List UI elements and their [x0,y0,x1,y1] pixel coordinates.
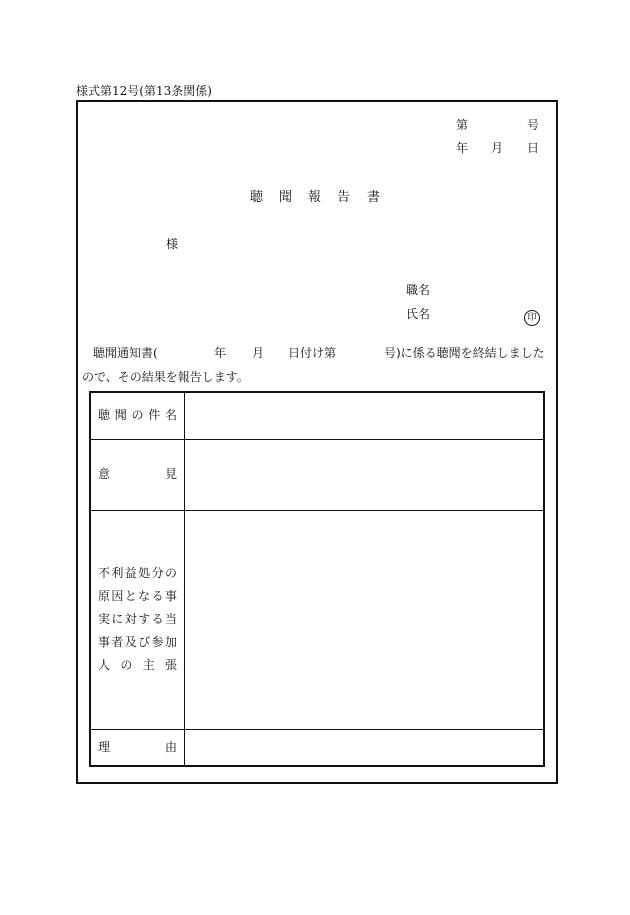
body-day-number: 日付け第 [288,346,337,360]
label-char: 名 [164,408,177,423]
label-char: 聴 [98,408,111,423]
title-char: 書 [367,190,381,205]
label-char: 参 [151,635,164,649]
table-row [90,439,544,510]
label-line [98,562,177,585]
label-party-claims [90,510,185,729]
label-char: 不 [98,566,111,580]
label-char: 聞 [114,408,127,423]
table-row [90,729,544,766]
label-char: な [138,589,151,603]
label-char: び [138,635,151,649]
label-char: 理 [98,739,111,754]
label-char: る [151,612,164,626]
date-year: 年 [456,141,469,155]
label-char: 張 [164,658,177,672]
body-month: 月 [252,346,265,360]
body-notice-close: 号)に係る聴聞を終結しました [384,346,545,360]
label-line [98,608,177,631]
label-hearing-subject [90,392,185,439]
label-char: 益 [124,566,137,580]
label-char: に [111,612,124,626]
form-number-label: 様式第12号(第13条関係) [76,84,212,98]
seal-mark [524,305,540,326]
label-char: と [124,589,137,603]
label-line [98,631,177,654]
label-char: の [164,566,177,580]
value-hearing-subject[interactable] [185,392,545,439]
label-char: の [131,408,144,423]
label-opinion [90,439,185,510]
label-char: 者 [111,635,124,649]
label-char: 件 [148,408,161,423]
title-char: 告 [337,190,351,205]
label-char: 由 [164,739,177,754]
label-char: 意 [98,467,111,481]
report-form [76,100,558,784]
label-char: 加 [164,635,177,649]
body-line-2: ので、その結果を報告します。 [82,370,249,384]
title-char: 報 [308,190,322,205]
label-line [98,585,177,608]
date-day: 日 [527,141,540,155]
label-char: 人 [98,658,111,672]
label-char: 分 [151,566,164,580]
date-month: 月 [491,141,504,155]
name-label: 氏名 [406,307,431,321]
label-line [98,654,177,677]
label-char: の [120,658,133,672]
document-number-suffix: 号 [527,118,540,132]
title-char: 聞 [279,190,293,205]
label-char: 処 [138,566,151,580]
label-char: 対 [124,612,137,626]
value-reason[interactable] [185,729,545,766]
body-notice-open: 聴聞通知書( [93,346,158,360]
label-char: 見 [164,467,177,481]
label-char: る [151,589,164,603]
label-char: 当 [164,612,177,626]
report-table [89,391,545,767]
value-opinion[interactable] [185,439,545,510]
table-row [90,392,544,439]
value-party-claims[interactable] [185,510,545,729]
label-char: 及 [124,635,137,649]
label-char: す [138,612,151,626]
label-char: 実 [98,612,111,626]
body-year: 年 [214,346,227,360]
label-char: 因 [111,589,124,603]
document-title [78,186,552,205]
table-row [90,510,544,729]
seal-char: 印 [524,310,540,326]
label-char: 事 [164,589,177,603]
label-char: 原 [98,589,111,603]
position-label: 職名 [406,283,431,297]
label-char: 事 [98,635,111,649]
label-char: 主 [142,658,155,672]
label-char: 利 [111,566,124,580]
addressee-suffix: 様 [166,237,179,251]
label-reason [90,729,185,766]
title-char: 聴 [250,190,264,205]
document-number-prefix: 第 [456,118,469,132]
